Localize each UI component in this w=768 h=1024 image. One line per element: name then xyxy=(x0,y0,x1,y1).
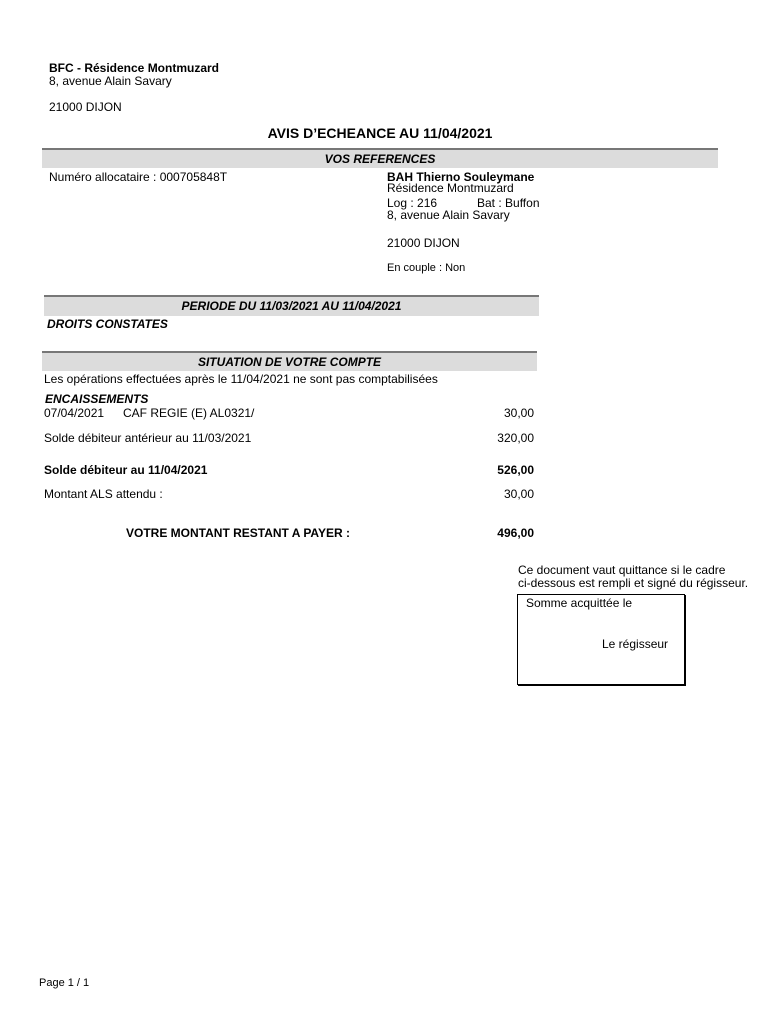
receipt-box-label: Somme acquittée le xyxy=(526,596,633,610)
als-amount: 30,00 xyxy=(503,487,534,501)
page-number: Page 1 / 1 xyxy=(39,977,90,989)
references-header-label: VOS REFERENCES xyxy=(324,152,436,166)
reste-a-payer-amount: 496,00 xyxy=(497,526,534,540)
document-title: AVIS D’ECHEANCE AU 11/04/2021 xyxy=(267,125,493,141)
period-header-label: PERIODE DU 11/03/2021 AU 11/04/2021 xyxy=(181,299,402,313)
tenant-residence: Résidence Montmuzard xyxy=(387,181,514,195)
sender-name: BFC - Résidence Montmuzard xyxy=(49,61,220,75)
als-label: Montant ALS attendu : xyxy=(44,487,163,501)
solde-amount: 526,00 xyxy=(497,463,534,477)
receipt-signer: Le régisseur xyxy=(602,637,669,651)
tenant-bat: Bat : Buffon xyxy=(477,196,540,210)
tenant-address: 8, avenue Alain Savary xyxy=(387,208,510,222)
allocataire-number: Numéro allocataire : 000705848T xyxy=(49,170,228,184)
receipt-note-line2: ci-dessous est rempli et signé du régisseur. xyxy=(518,576,749,590)
solde-anterieur-label: Solde débiteur antérieur au 11/03/2021 xyxy=(44,431,252,445)
encaissement-amount: 30,00 xyxy=(503,406,534,420)
droits-constates: DROITS CONSTATES xyxy=(47,317,168,331)
solde-anterieur-amount: 320,00 xyxy=(497,431,534,445)
operations-note: Les opérations effectuées après le 11/04/2021 ne sont pas comptabilisées xyxy=(44,372,438,386)
solde-label: Solde débiteur au 11/04/2021 xyxy=(44,463,208,477)
encaissement-date: 07/04/2021 xyxy=(44,406,105,420)
sender-address: 8, avenue Alain Savary xyxy=(49,74,172,88)
receipt-note-line1: Ce document vaut quittance si le cadre xyxy=(518,563,726,577)
couple-status: En couple : Non xyxy=(387,262,466,274)
encaissements-label: ENCAISSEMENTS xyxy=(45,392,149,406)
references-header xyxy=(42,148,718,168)
tenant-city: 21000 DIJON xyxy=(387,236,460,250)
sender-city: 21000 DIJON xyxy=(49,100,122,114)
encaissement-label: CAF REGIE (E) AL0321/ xyxy=(123,406,255,420)
reste-a-payer-label: VOTRE MONTANT RESTANT A PAYER : xyxy=(126,526,351,540)
tenant-log: Log : 216 xyxy=(387,196,438,210)
receipt-box xyxy=(517,594,685,685)
account-header-label: SITUATION DE VOTRE COMPTE xyxy=(197,355,382,369)
tenant-name: BAH Thierno Souleymane xyxy=(387,170,535,184)
account-header xyxy=(42,351,537,371)
period-header xyxy=(44,295,539,316)
